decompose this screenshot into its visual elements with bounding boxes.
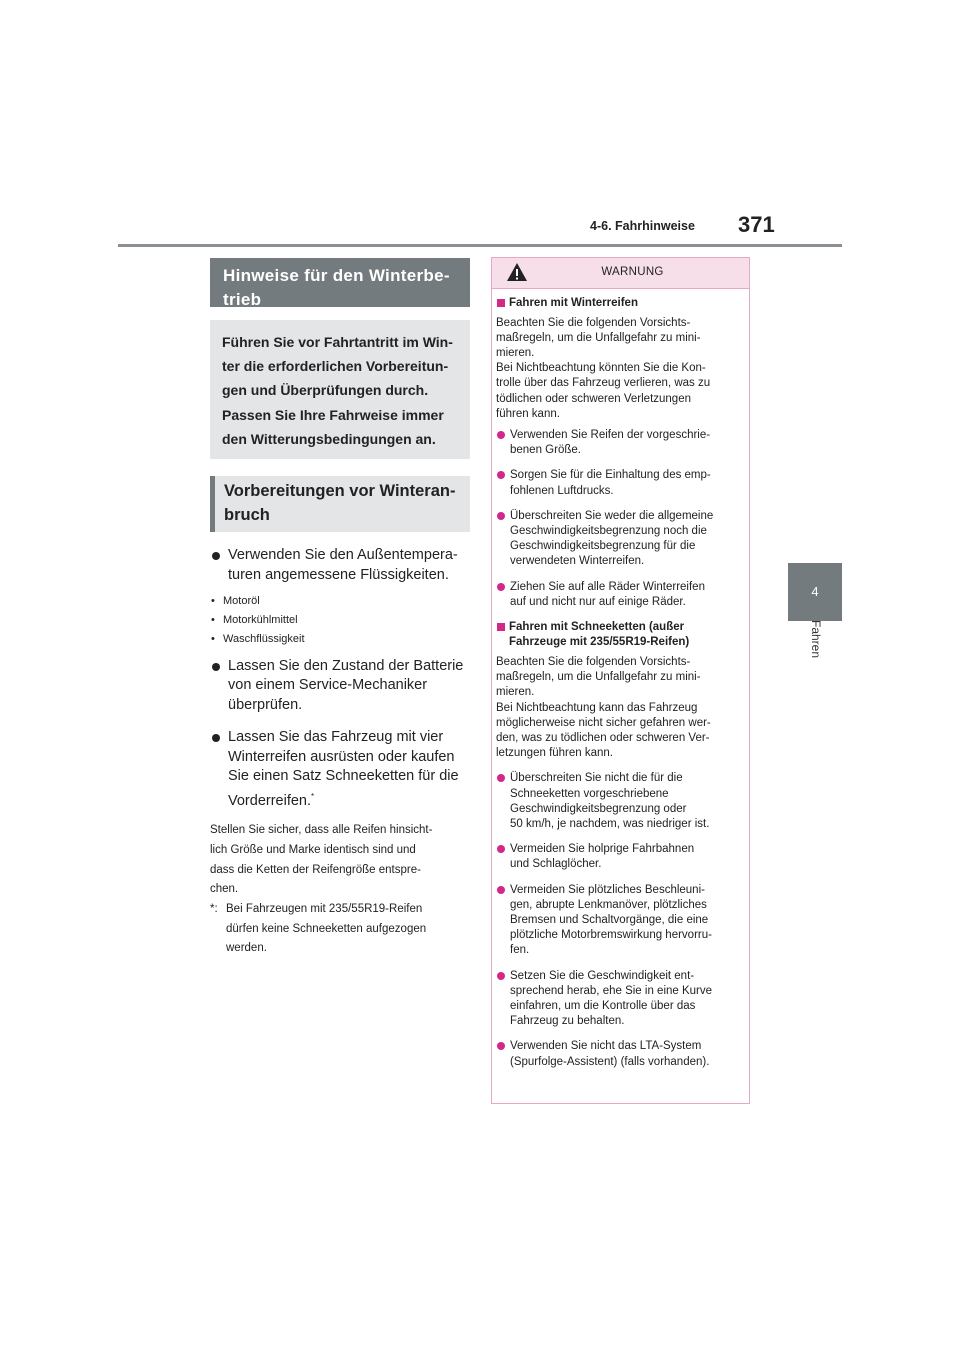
warning-box (491, 257, 750, 1104)
tire-note: Stellen Sie sicher, dass alle Reifen hinsicht- lich Größe und Marke identisch sind und dass die Ketten der Reifengröße entspre- chen. (210, 823, 433, 896)
warning-bullet: Überschreiten Sie nicht die für die Schneeketten vorgeschriebene Geschwindigkeitsbegrenzung oder 50 km/h, je nachdem, was niedriger ist. (496, 771, 739, 832)
warning-body (492, 289, 749, 1070)
warning-bullet: Ziehen Sie auf alle Räder Winterreifen auf und nicht nur auf einige Räder. (496, 580, 739, 610)
list-item: • Waschflüssigkeit (210, 630, 470, 649)
warning-bullet: Verwenden Sie Reifen der vorgeschrie- benen Größe. (496, 428, 739, 458)
warning-paragraph: Beachten Sie die folgenden Vorsichts- maßregeln, um die Unfallgefahr zu mini- mieren. Bei Nichtbeachtung könnten Sie die Kon- trolle über das Fahrzeug verlieren, was zu tödlichen oder schweren Verletzungen führen kann. (496, 316, 711, 420)
chapter-label: Fahren (809, 620, 823, 659)
heading-winter-preparation: Vorbereitungen vor Winteran- bruch (210, 476, 470, 532)
bullet-fluids: Verwenden Sie den Außentempera- turen angemessene Flüssigkeiten. (210, 546, 470, 586)
warning-bullet: Setzen Sie die Geschwindigkeit ent- sprechend herab, ehe Sie in eine Kurve einfahren, um die Kontrolle über das Fahrzeug zu behalten. (496, 969, 739, 1030)
page-number: 371 (738, 212, 775, 237)
header-rule (118, 244, 842, 247)
chapter-tab[interactable]: 4 (788, 563, 842, 621)
warning-section-snow-chains: Fahren mit Schneeketten (außer Fahrzeuge mit 235/55R19-Reifen) (496, 620, 739, 651)
section-title: 4-6. Fahrhinweise (590, 219, 695, 233)
list-item: • Motoröl (210, 592, 470, 611)
warning-bullet: Vermeiden Sie plötzliches Beschleuni- gen, abrupte Lenkmanöver, plötzliches Bremsen und Schaltvorgänge, die eine plötzliche Motorbremswirkung hervorru- fen. (496, 883, 739, 959)
warning-bullet: Sorgen Sie für die Einhaltung des emp- fohlenen Luftdrucks. (496, 468, 739, 498)
warning-title: WARNUNG (601, 266, 664, 278)
footnote-marker: * (311, 792, 315, 802)
heading-winter-driving: Hinweise für den Winterbe- trieb (210, 258, 470, 307)
warning-bullet: Vermeiden Sie holprige Fahrbahnen und Schlaglöcher. (496, 842, 739, 872)
bullet-tires: Lassen Sie das Fahrzeug mit vier Winterreifen ausrüsten oder kaufen Sie einen Satz Schneeketten für die Vorderreifen.* (210, 728, 470, 812)
warning-header (492, 258, 749, 289)
warning-bullet: Verwenden Sie nicht das LTA-System (Spurfolge-Assistent) (falls vorhanden). (496, 1039, 739, 1069)
warning-section-winter-tires: Fahren mit Winterreifen (496, 296, 739, 312)
fluids-list (210, 592, 470, 650)
warning-paragraph: Beachten Sie die folgenden Vorsichts- maßregeln, um die Unfallgefahr zu mini- mieren. Bei Nichtbeachtung kann das Fahrzeug möglicherweise nicht sicher gefahren wer- den, was zu tödlichen oder schweren Ver- letzungen führen kann. (496, 655, 711, 760)
list-item: • Motorkühlmittel (210, 611, 470, 630)
intro-box: Führen Sie vor Fahrtantritt im Win- ter die erforderlichen Vorbereitun- gen und Überprüfungen durch. Passen Sie Ihre Fahrweise immer den Witterungsbedingungen an. (210, 320, 470, 459)
footnote: *: Bei Fahrzeugen mit 235/55R19-Reifen dürfen keine Schneeketten aufgezogen werden. (210, 903, 427, 955)
bullet-battery: Lassen Sie den Zustand der Batterie von einem Service-Mechaniker überprüfen. (210, 657, 470, 716)
warning-bullet: Überschreiten Sie weder die allgemeine Geschwindigkeitsbegrenzung noch die Geschwindigkeitsbegrenzung für die verwendeten Winterreifen. (496, 509, 739, 570)
left-column (210, 258, 470, 959)
